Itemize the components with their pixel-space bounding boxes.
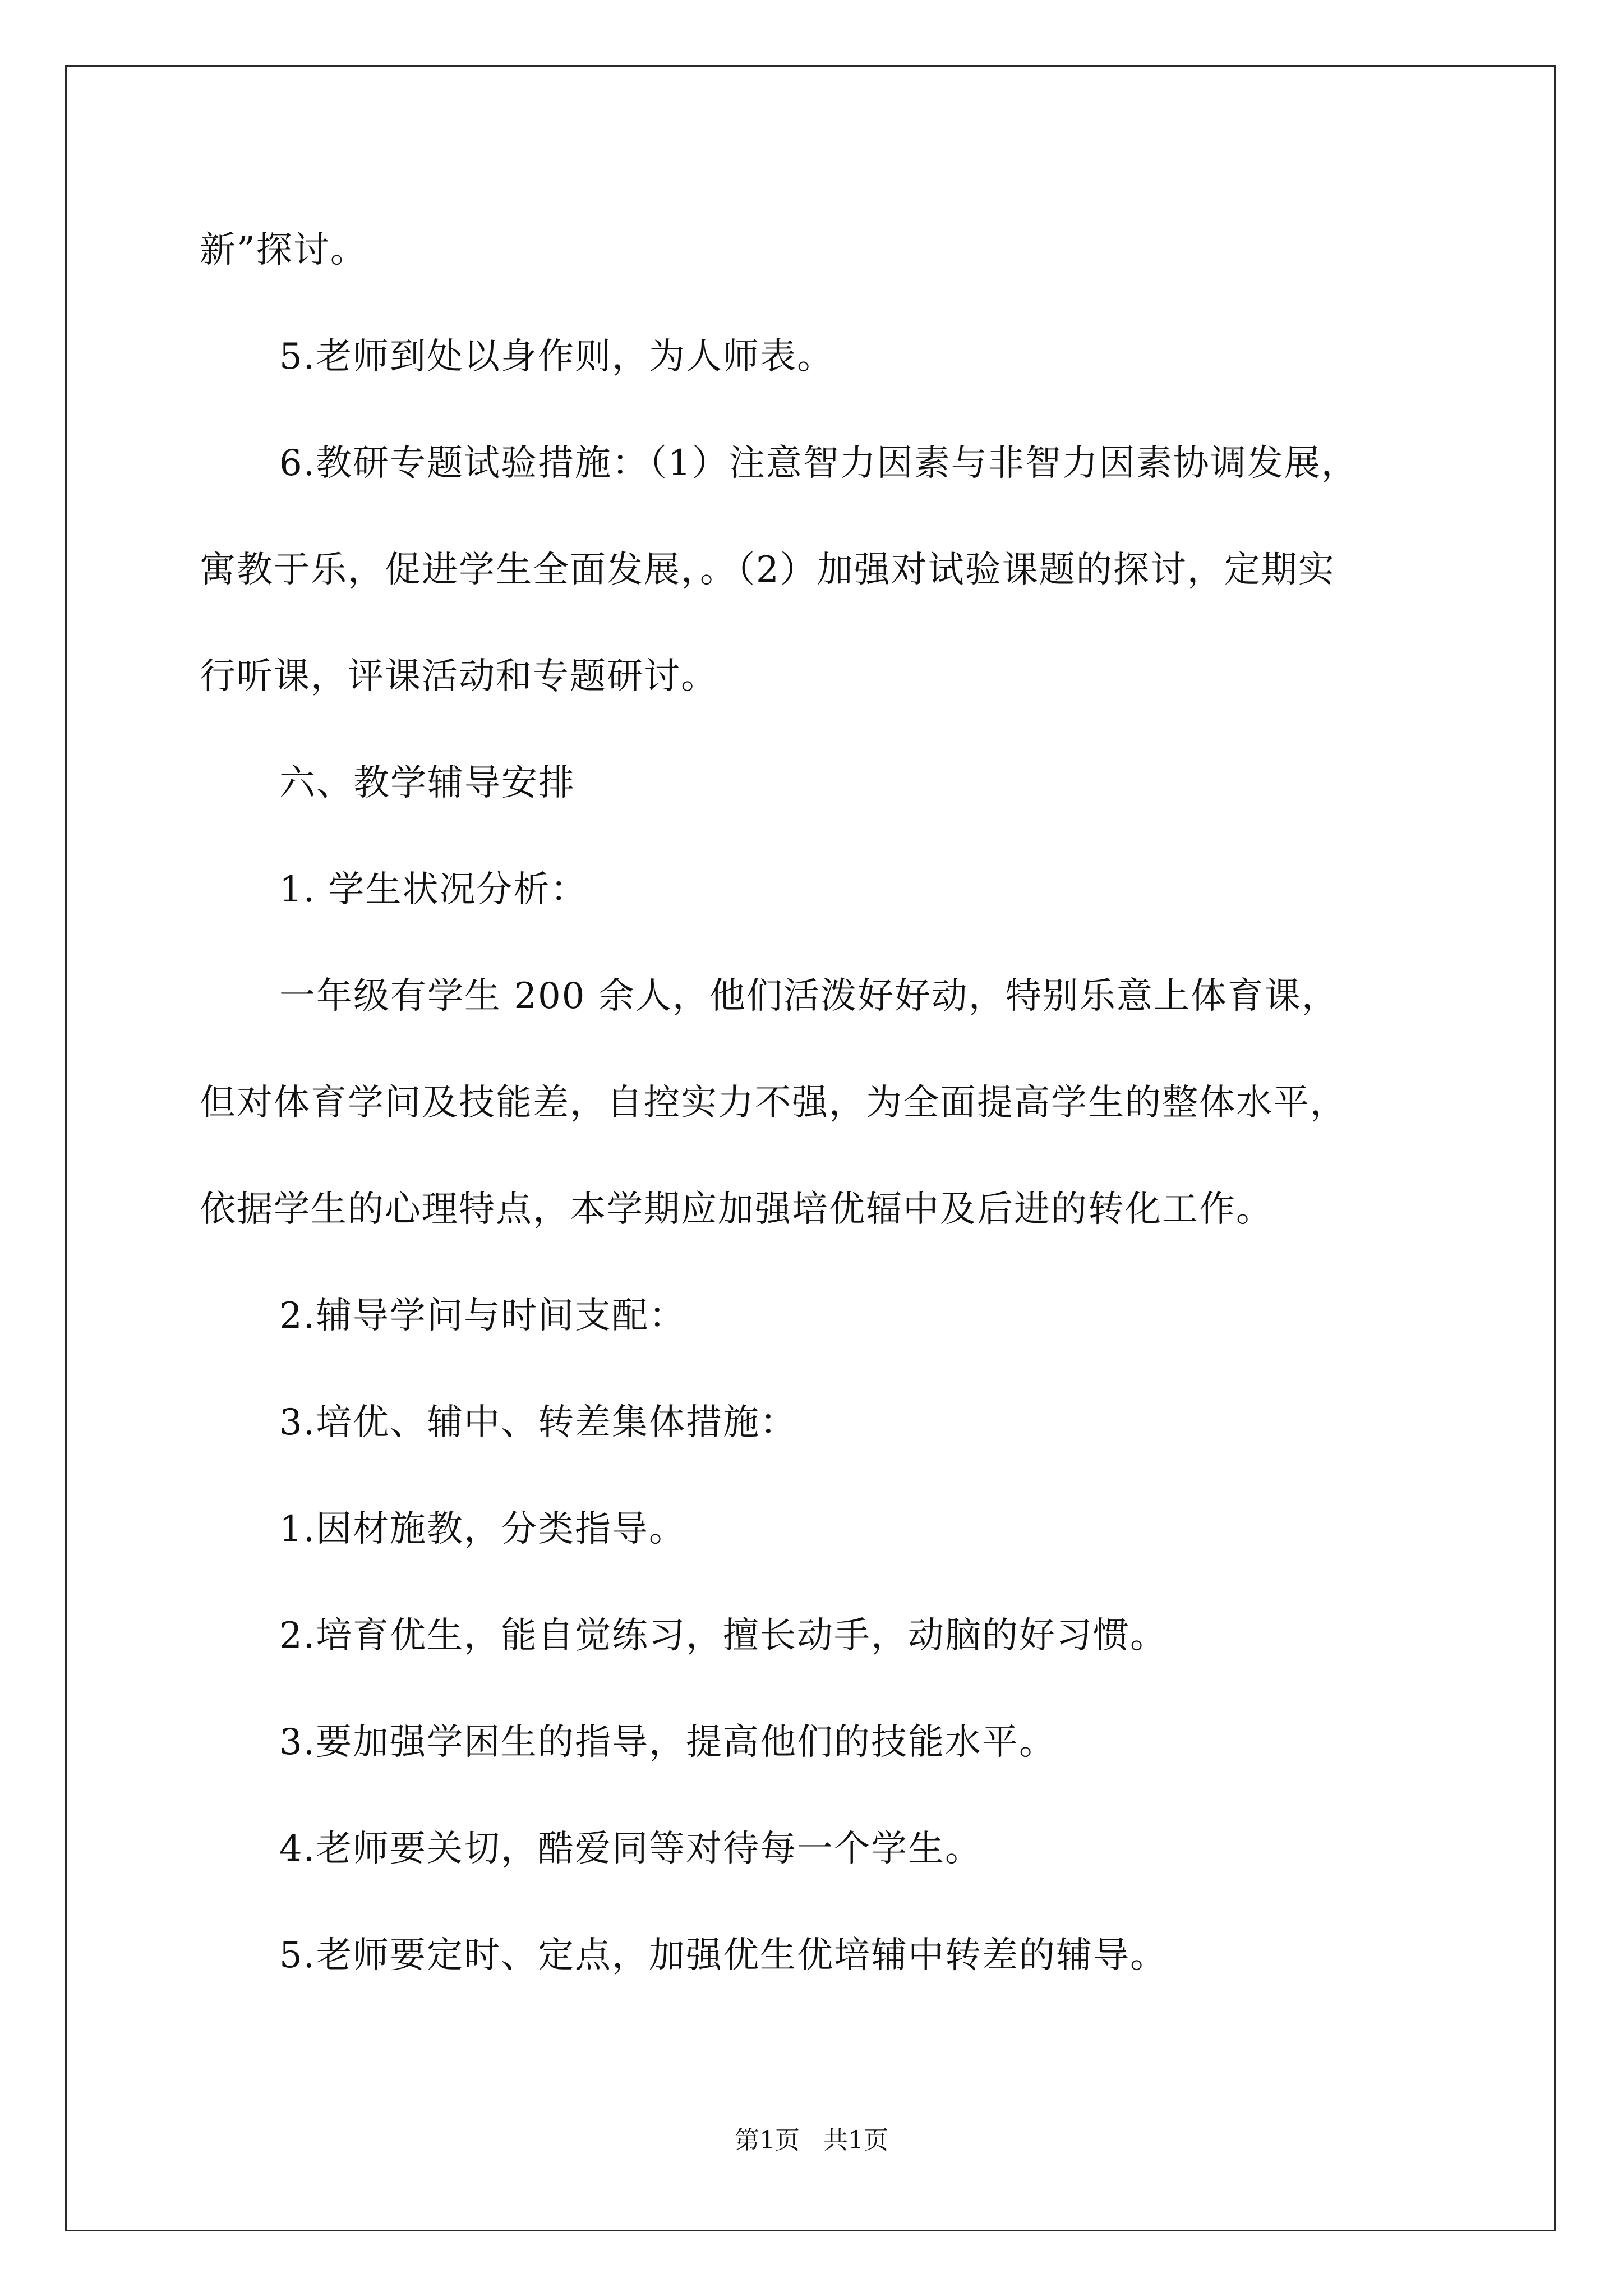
text-line: 1.因材施教，分类指导。: [279, 1508, 686, 1550]
text-line: 3.要加强学困生的指导，提高他们的技能水平。: [279, 1722, 1057, 1763]
text-line: 一年级有学生 200 余人，他们活泼好好动，特别乐意上体育课，: [279, 976, 1339, 1017]
text-line: 2.辅导学问与时间支配：: [279, 1295, 686, 1337]
text-line: 但对体育学问及技能差，自控实力不强，为全面提高学生的整体水平，: [200, 1082, 1347, 1124]
section-heading: 六、教学辅导安排: [279, 762, 575, 804]
text-line: 4.老师要关切，酷爱同等对待每一个学生。: [279, 1828, 983, 1870]
text-line: 2.培育优生，能自觉练习，擅长动手，动脑的好习惯。: [279, 1615, 1168, 1657]
text-line: 5.老师要定时、定点，加强优生优培辅中转差的辅导。: [279, 1935, 1168, 1976]
text-line: 6.教研专题试验措施：（1）注意智力因素与非智力因素协调发展，: [279, 443, 1358, 484]
text-line: 3.培优、辅中、转差集体措施：: [279, 1402, 797, 1443]
text-line: 行听课，评课活动和专题研讨。: [200, 656, 718, 697]
text-line: 新”探讨。: [200, 229, 367, 271]
page-footer: 第1页 共1页: [735, 2126, 888, 2155]
text-line: 5.老师到处以身作则，为人师表。: [279, 336, 834, 378]
text-line: 寓教于乐，促进学生全面发展，。（2）加强对试验课题的探讨，定期实: [200, 549, 1335, 591]
text-line: 1. 学生状况分析：: [279, 869, 588, 910]
text-line: 依据学生的心理特点，本学期应加强培优辐中及后进的转化工作。: [200, 1189, 1273, 1230]
